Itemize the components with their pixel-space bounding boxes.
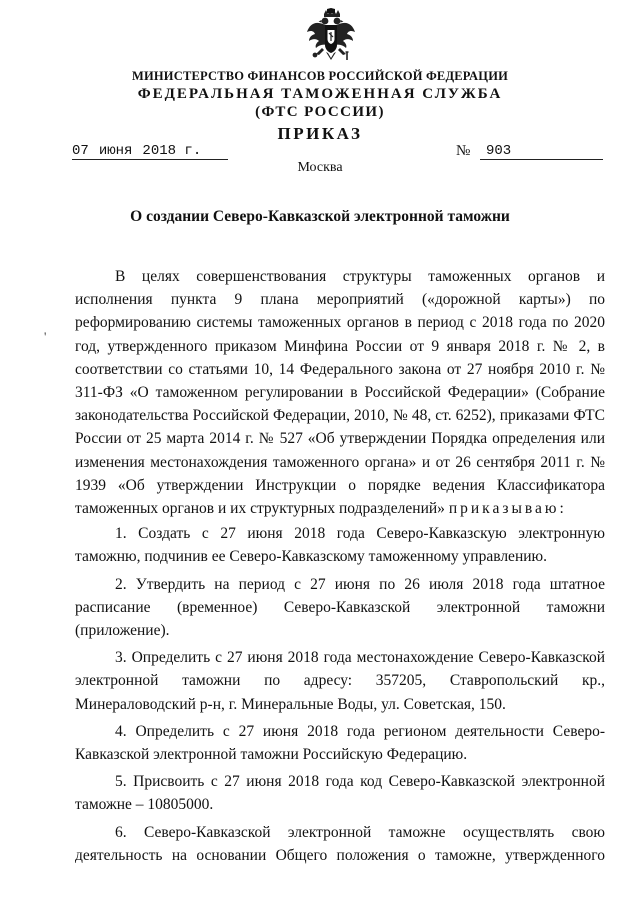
date-year: 2018 г.: [142, 143, 202, 159]
order-number-value: 903: [486, 143, 512, 159]
preamble-text: В целях совершенствования структуры таможенных органов и исполнения пункта 9 плана мероприятий («дорожной карты») по реформированию системы таможенных органов в период с 2018 года по 2020 год, утвержденного приказом Минфина России от 9 января 2018 г. № 2, в соответствии со статьями 10, 14 Федерального закона от 27 ноября 2010 г. № 311-ФЗ «О таможенном регулировании в Российской Федерации» (Собрание законодательства Российской Федерации, 2010, № 48, ст. 6252), приказами ФТС России от 25 марта 2014 г. № 527 «Об утверждении Порядка определения или изменения местонахождения таможенного органа» и от 26 сентября 2011 г. № 1939 «Об утверждении Инструкции о порядке ведения Классификатора таможенных органов и их структурных подразделений»: [75, 268, 605, 518]
order-item-1: 1. Создать с 27 июня 2018 года Северо-Кавказскую электронную таможню, подчинив ее Северо-Кавказскому таможенному управлению.: [75, 525, 605, 566]
margin-mark: ': [44, 329, 47, 344]
order-item-5: 5. Присвоить с 27 июня 2018 года код Северо-Кавказской электронной таможне – 10805000.: [75, 773, 605, 814]
date-day: 07: [72, 143, 89, 159]
ministry-name: МИНИСТЕРСТВО ФИНАНСОВ РОССИЙСКОЙ ФЕДЕРАЦИИ: [131, 69, 509, 83]
document-title: О создании Северо-Кавказской электронной таможни: [130, 208, 510, 225]
document-body: [75, 265, 605, 867]
order-item-4: 4. Определить с 27 июня 2018 года регионом деятельности Северо-Кавказской электронной таможни Российскую Федерацию.: [75, 722, 605, 764]
order-date: [72, 143, 228, 160]
city: Москва: [297, 160, 343, 175]
order-item-2: 2. Утвердить на период с 27 июня по 26 июля 2018 года штатное расписание (временное) Северо-Кавказской электронной таможни (приложение).: [75, 575, 605, 640]
service-abbreviation: (ФТС РОССИИ): [255, 104, 385, 120]
russian-double-headed-eagle-icon: [305, 8, 357, 64]
date-month: июня: [98, 143, 133, 159]
number-sign: №: [456, 143, 471, 159]
service-name: ФЕДЕРАЛЬНАЯ ТАМОЖЕННАЯ СЛУЖБА: [137, 86, 503, 102]
order-word: приказываю:: [448, 500, 567, 518]
order-item-3: 3. Определить с 27 июня 2018 года местонахождение Северо-Кавказской электронной таможни по адресу: 357205, Ставропольский кр., Минераловодский р-н, г. Минеральные Воды, ул. Советская, 150.: [75, 649, 605, 713]
preamble-paragraph: [75, 265, 605, 520]
order-number: [480, 143, 603, 160]
order-item-6: 6. Северо-Кавказской электронной таможне осуществлять свою деятельность на основании Общего положения о таможне, утвержденного: [75, 823, 605, 864]
document-type: ПРИКАЗ: [277, 124, 363, 143]
